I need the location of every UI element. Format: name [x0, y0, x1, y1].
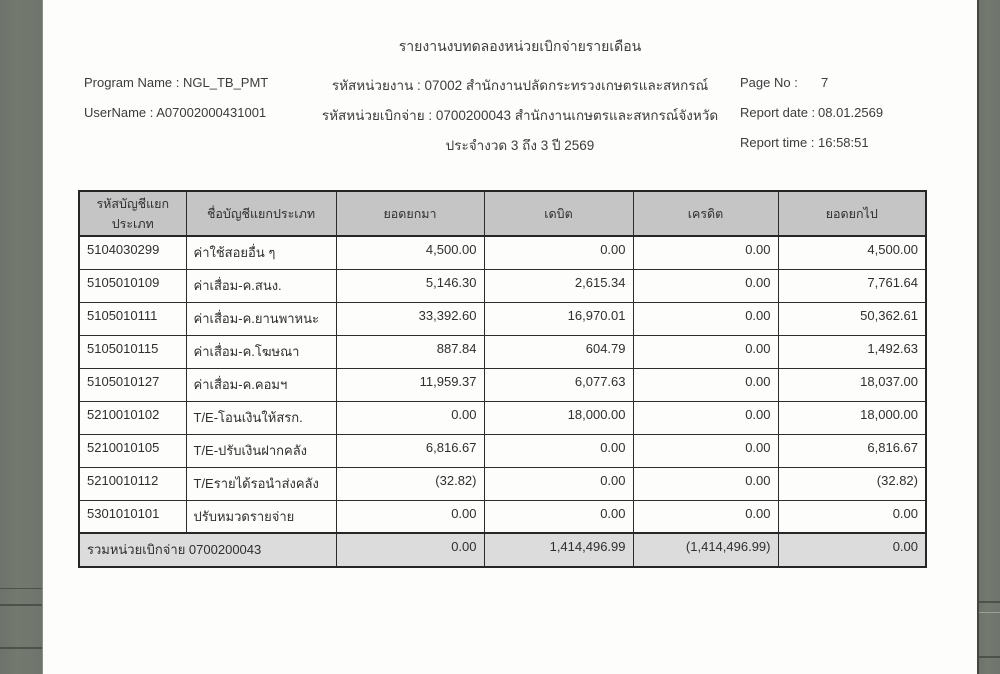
cell-balance-bf: 5,146.30 [336, 269, 484, 302]
scan-edge-line [979, 656, 1000, 658]
scan-edge-right [977, 0, 1000, 674]
report-time-label: Report time : [740, 135, 815, 150]
cell-balance-bf: 0.00 [336, 500, 484, 533]
cell-account-name: T/Eรายได้รอนำส่งคลัง [186, 467, 336, 500]
cell-balance-bf: 0.00 [336, 401, 484, 434]
cell-account-code: 5210010102 [79, 401, 186, 434]
cell-balance-cf: 1,492.63 [778, 335, 926, 368]
cell-credit: 0.00 [633, 500, 778, 533]
table-row [79, 335, 926, 368]
cell-balance-bf: 887.84 [336, 335, 484, 368]
scan-edge-line [0, 588, 42, 589]
page-no-value: 7 [821, 75, 829, 90]
total-debit: 1,414,496.99 [484, 533, 633, 567]
table-row [79, 368, 926, 401]
cell-account-code: 5105010111 [79, 302, 186, 335]
table-row [79, 401, 926, 434]
cell-balance-bf: 11,959.37 [336, 368, 484, 401]
cell-account-name: ค่าเสื่อม-ค.ยานพาหนะ [186, 302, 336, 335]
cell-credit: 0.00 [633, 302, 778, 335]
total-balance-cf: 0.00 [778, 533, 926, 567]
cell-credit: 0.00 [633, 401, 778, 434]
table-row [79, 302, 926, 335]
cell-debit: 0.00 [484, 434, 633, 467]
table-row [79, 269, 926, 302]
total-credit: (1,414,496.99) [633, 533, 778, 567]
col-header-account-code: รหัสบัญชีแยกประเภท [79, 191, 186, 236]
table-body [79, 236, 926, 533]
cell-debit: 2,615.34 [484, 269, 633, 302]
cell-account-name: ค่าใช้สอยอื่น ๆ [186, 236, 336, 269]
cell-debit: 6,077.63 [484, 368, 633, 401]
cell-debit: 0.00 [484, 500, 633, 533]
report-date-value: 08.01.2569 [818, 105, 884, 120]
cell-balance-cf: 6,816.67 [778, 434, 926, 467]
cell-credit: 0.00 [633, 368, 778, 401]
scan-edge-line [0, 647, 42, 649]
cell-balance-cf: 18,037.00 [778, 368, 926, 401]
cell-debit: 604.79 [484, 335, 633, 368]
total-row [79, 533, 926, 567]
cell-credit: 0.00 [633, 236, 778, 269]
cell-account-name: ค่าเสื่อม-ค.โฆษณา [186, 335, 336, 368]
cell-balance-cf: 18,000.00 [778, 401, 926, 434]
agency-line: รหัสหน่วยงาน : 07002 สำนักงานปลัดกระทรวงเกษตรและสหกรณ์ [331, 78, 709, 93]
cell-debit: 0.00 [484, 467, 633, 500]
cell-account-name: T/E-โอนเงินให้สรก. [186, 401, 336, 434]
cell-account-code: 5301010101 [79, 500, 186, 533]
cell-balance-cf: 7,761.64 [778, 269, 926, 302]
cell-account-code: 5105010127 [79, 368, 186, 401]
cell-balance-cf: 50,362.61 [778, 302, 926, 335]
scan-edge-line [979, 601, 1000, 603]
col-header-account-name: ชื่อบัญชีแยกประเภท [186, 191, 336, 236]
table-header-row [79, 191, 926, 236]
total-row-label: รวมหน่วยเบิกจ่าย 0700200043 [79, 533, 336, 567]
cell-balance-bf: 4,500.00 [336, 236, 484, 269]
scan-edge-left [0, 0, 43, 674]
cell-balance-bf: (32.82) [336, 467, 484, 500]
cell-balance-cf: 4,500.00 [778, 236, 926, 269]
cell-credit: 0.00 [633, 269, 778, 302]
cell-balance-bf: 33,392.60 [336, 302, 484, 335]
cell-credit: 0.00 [633, 434, 778, 467]
cell-account-name: T/E-ปรับเงินฝากคลัง [186, 434, 336, 467]
table-row [79, 434, 926, 467]
cell-debit: 16,970.01 [484, 302, 633, 335]
cell-account-code: 5210010112 [79, 467, 186, 500]
username-line [84, 105, 266, 120]
total-balance-bf: 0.00 [336, 533, 484, 567]
report-date-label: Report date : [740, 105, 816, 120]
username-label: UserName : [84, 105, 154, 120]
cell-account-name: ปรับหมวดรายจ่าย [186, 500, 336, 533]
program-name-label: Program Name : [84, 75, 180, 90]
cell-account-code: 5210010105 [79, 434, 186, 467]
cell-account-name: ค่าเสื่อม-ค.คอมฯ [186, 368, 336, 401]
trial-balance-table [78, 190, 927, 568]
page-no-label: Page No : [740, 75, 798, 90]
program-name-line [84, 75, 268, 90]
program-name-value: NGL_TB_PMT [183, 75, 269, 90]
cell-credit: 0.00 [633, 335, 778, 368]
disbursement-unit-line: รหัสหน่วยเบิกจ่าย : 0700200043 สำนักงานเกษตรและสหกรณ์จังหวัด [321, 108, 719, 123]
cell-account-code: 5105010115 [79, 335, 186, 368]
table-row [79, 236, 926, 269]
cell-balance-cf: (32.82) [778, 467, 926, 500]
cell-balance-bf: 6,816.67 [336, 434, 484, 467]
report-title: รายงานงบทดลองหน่วยเบิกจ่ายรายเดือน [398, 38, 642, 54]
cell-account-code: 5105010109 [79, 269, 186, 302]
username-value: A07002000431001 [156, 105, 267, 120]
cell-debit: 18,000.00 [484, 401, 633, 434]
table-row [79, 500, 926, 533]
period-line: ประจำงวด 3 ถึง 3 ปี 2569 [445, 138, 595, 153]
col-header-balance-cf: ยอดยกไป [778, 191, 926, 236]
cell-debit: 0.00 [484, 236, 633, 269]
col-header-balance-bf: ยอดยกมา [336, 191, 484, 236]
cell-balance-cf: 0.00 [778, 500, 926, 533]
col-header-credit: เครดิต [633, 191, 778, 236]
scan-edge-line [979, 612, 1000, 613]
cell-credit: 0.00 [633, 467, 778, 500]
scan-edge-line [0, 604, 42, 606]
cell-account-name: ค่าเสื่อม-ค.สนง. [186, 269, 336, 302]
col-header-debit: เดบิต [484, 191, 633, 236]
report-time-value: 16:58:51 [818, 135, 869, 150]
table-row [79, 467, 926, 500]
cell-account-code: 5104030299 [79, 236, 186, 269]
